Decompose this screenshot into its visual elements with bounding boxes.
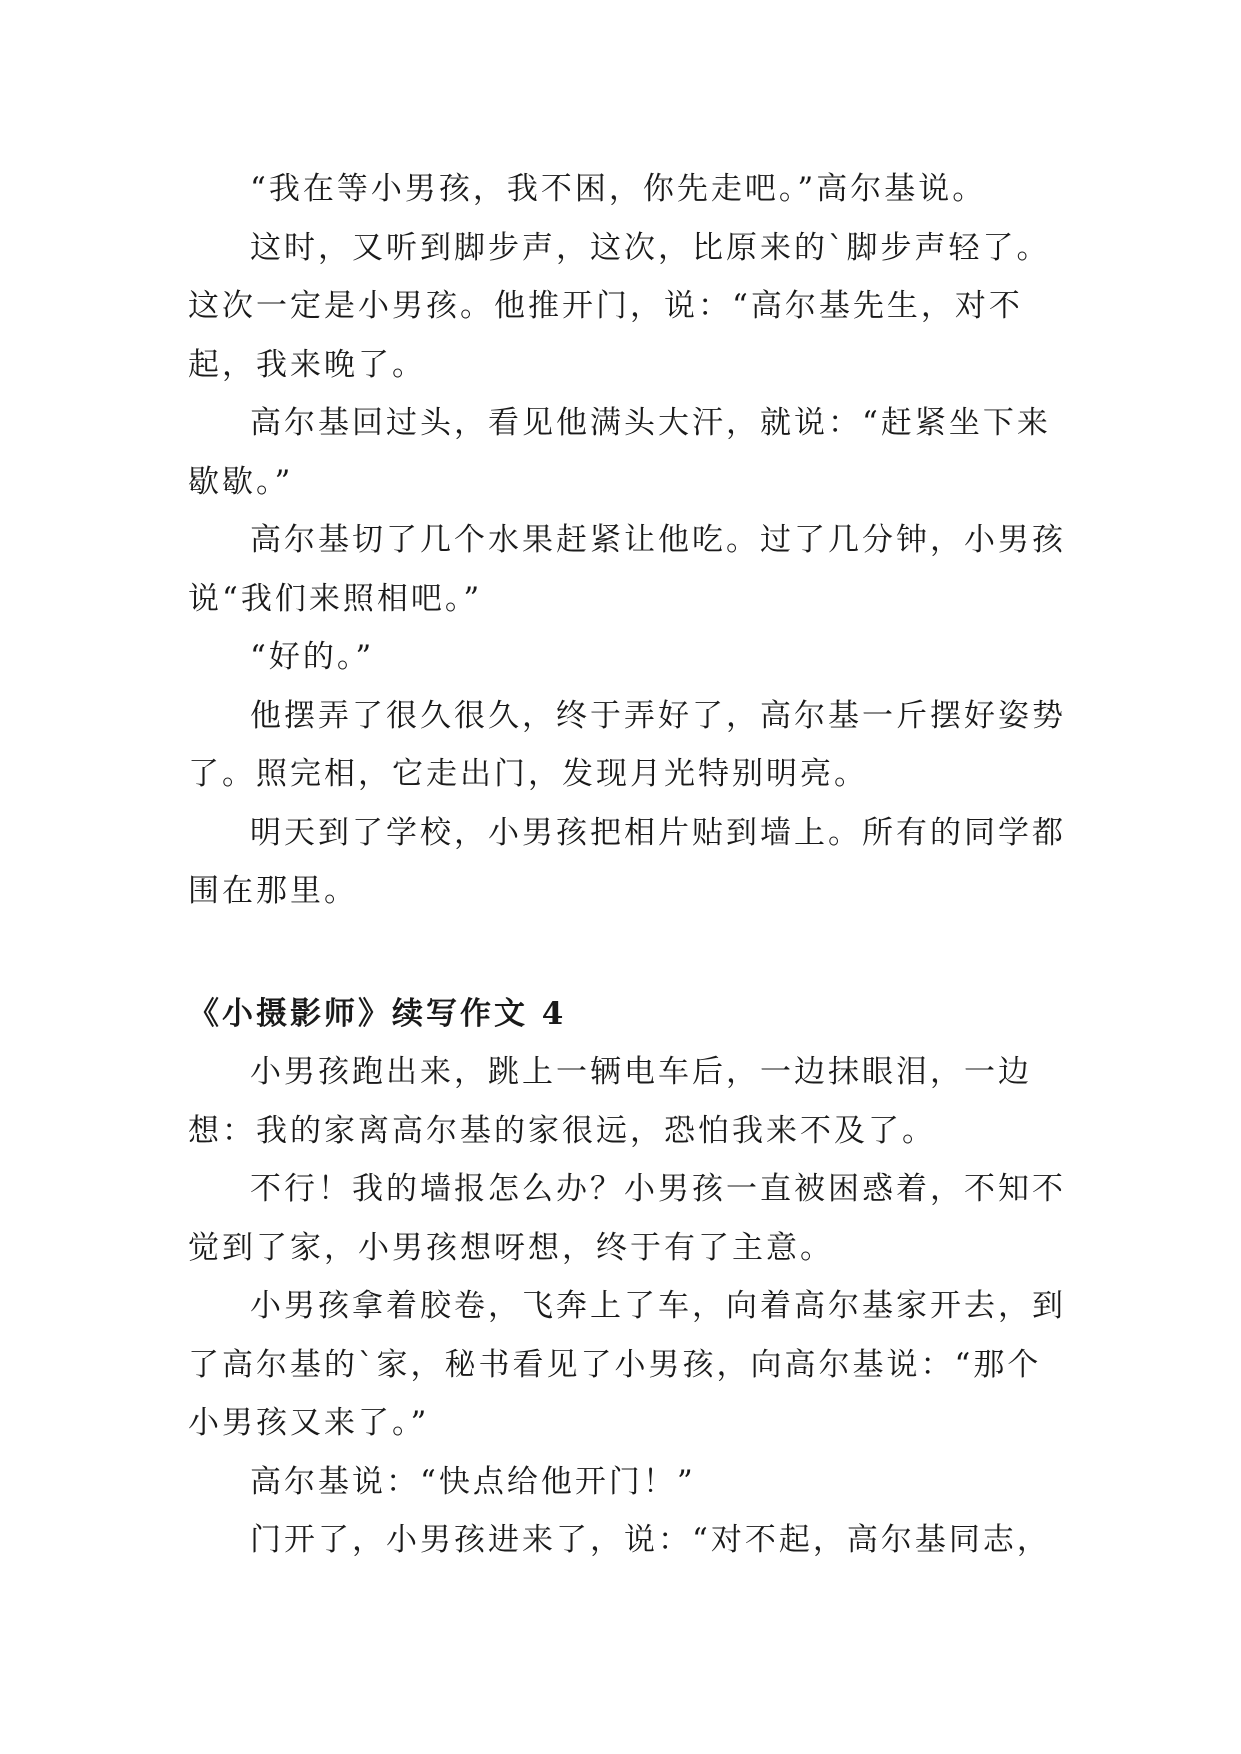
paragraph: 高尔基说：“快点给他开门！” [250,1463,696,1500]
paragraph: 他摆弄了很久很久，终于弄好了，高尔基一斤摆好姿势了。照完相，它走出门，发现月光特别明亮。 [188,697,1066,792]
paragraph: 小男孩拿着胶卷，飞奔上了车，向着高尔基家开去，到了高尔基的`家，秘书看见了小男孩，向高尔基说：“那个小男孩又来了。” [188,1288,1066,1441]
paragraph: “好的。” [250,639,375,675]
document-page [188,160,1068,1570]
paragraph: 这时，又听到脚步声，这次，比原来的`脚步声轻了。这次一定是小男孩。他推开门，说：“高尔基先生，对不起，我来晚了。 [188,229,1051,383]
section-title: 《小摄影师》续写作文 4 [188,995,567,1032]
paragraph: 高尔基切了几个水果赶紧让他吃。过了几分钟，小男孩说“我们来照相吧。” [188,522,1066,617]
paragraph: 不行！我的墙报怎么办？小男孩一直被困惑着，不知不觉到了家，小男孩想呀想，终于有了主意。 [188,1171,1066,1266]
paragraph: 明天到了学校，小男孩把相片贴到墙上。所有的同学都围在那里。 [188,814,1066,909]
paragraph: 门开了，小男孩进来了，说：“对不起，高尔基同志， [250,1522,1051,1558]
paragraph: 小男孩跑出来，跳上一辆电车后，一边抹眼泪，一边想：我的家离高尔基的家很远，恐怕我来不及了。 [188,1054,1032,1149]
paragraph: 高尔基回过头，看见他满头大汗，就说：“赶紧坐下来歇歇。” [188,405,1051,500]
paragraph: “我在等小男孩，我不困，你先走吧。”高尔基说。 [250,171,987,207]
section-spacer [188,921,1068,985]
